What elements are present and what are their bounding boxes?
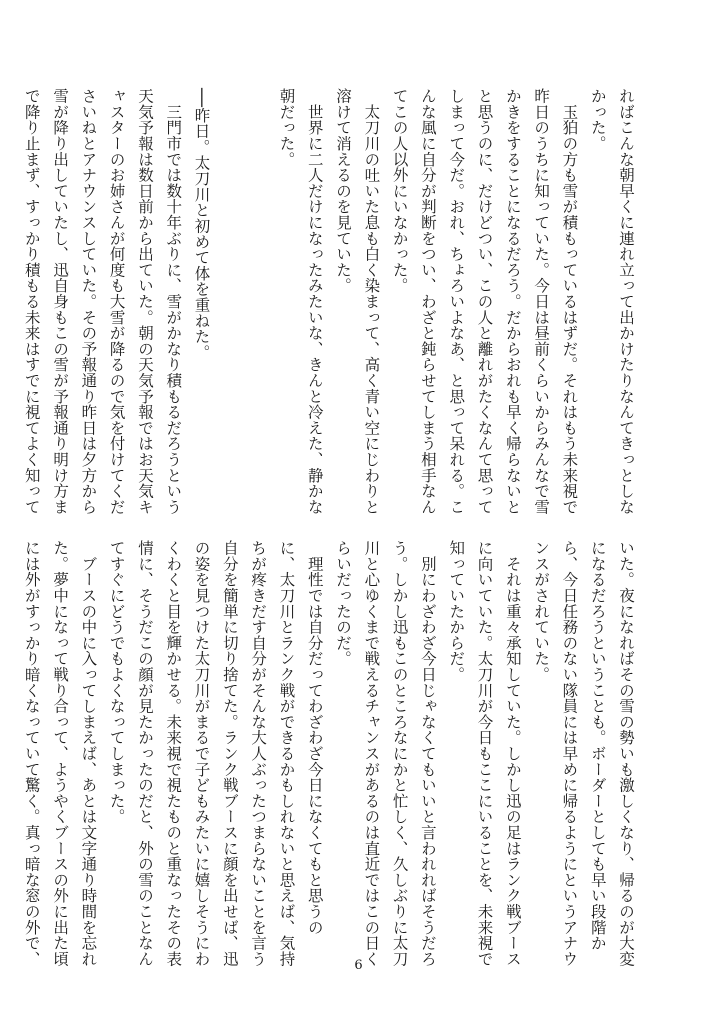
text-line: 情に、そうだこの顔が見たかったのだと、外の雪のことなん — [135, 540, 154, 967]
text-line: 理性では自分だってわざわざ今日になくてもと思うの — [305, 540, 324, 935]
text-block-bottom — [22, 540, 640, 967]
text-line: ればこんな朝早くに連れ立って出かけたりなんてきっとしな — [617, 88, 635, 515]
text-line: ンスがされていた。 — [532, 540, 551, 683]
text-line: になるだろうということも。ボーダーとしても早い段階か — [588, 540, 607, 951]
text-block-top — [22, 88, 640, 515]
text-line: 天気予報は数日前から出ていた。朝の天気予報ではお天気キ — [135, 88, 154, 515]
text-line: 太刀川の吐いた息も白く染まって、高く青い空にじわりと — [362, 88, 381, 515]
text-line: で降り止まず、すっかり積もる未来はすでに視てよく知って — [22, 88, 41, 515]
text-line: てこの人以外にいなかった。 — [390, 88, 409, 294]
text-line: と思うのに、だけどつい、この人と離れがたくなんて思って — [475, 88, 494, 515]
text-line: に、太刀川とランク戦ができるかもしれないと思えば、気持 — [277, 540, 296, 967]
text-line: 別にわざわざ今日じゃなくてもいいと言われればそうだろ — [418, 540, 437, 967]
text-line: ちが疼きだす自分がそんな大人ぶったつまらないことを言う — [249, 540, 268, 967]
text-line: 三門市では数十年ぶりに、雪がかなり積もるだろうという — [164, 88, 183, 515]
text-line: う。しかし迅もこのところなにかと忙しく、久しぶりに太刀 — [390, 540, 409, 967]
text-line: らいだったのだ。 — [334, 540, 353, 667]
text-line: には外がすっかり暗くなっていて驚く。真っ暗な窓の外で、 — [22, 540, 41, 967]
text-line: 自分を簡単に切り捨てた。ランク戦ブースに顔を出せば、迅 — [220, 540, 239, 967]
text-line: それは重々承知していた。しかし迅の足はランク戦ブース — [503, 540, 522, 967]
text-line: 溶けて消えるのを見ていた。 — [334, 88, 353, 294]
text-line: んな風に自分が判断をつい、わざと鈍らせてしまう相手なん — [418, 88, 437, 515]
text-line: かった。 — [588, 88, 607, 152]
text-line: ──昨日。太刀川と初めて体を重ねた。 — [192, 88, 211, 361]
text-line: さいねとアナウンスしていた。その予報通り昨日は夕方から — [79, 88, 98, 515]
page-number: 6 — [354, 958, 363, 973]
text-line: 知っていたからだ。 — [447, 540, 466, 683]
text-line — [216, 88, 244, 498]
text-line: た。夢中になって戦り合って、ようやくブースの外に出た頃 — [51, 540, 70, 967]
text-line: 玉狛の方も雪が積もっているはずだ。それはもう未来視で — [560, 88, 579, 515]
text-line — [244, 88, 272, 498]
text-line: 昨日のうちに知っていた。今日は昼前くらいからみんなで雪 — [532, 88, 551, 515]
text-line: ら、今日任務のない隊員には早めに帰るようにというアナウ — [560, 540, 579, 967]
text-line: の姿を見つけた太刀川がまるで子どもみたいに嬉しそうにわ — [192, 540, 211, 967]
text-line: ブースの中に入ってしまえば、あとは文字通り時間を忘れ — [79, 540, 98, 967]
text-line: くわくと目を輝かせる。未来視で視たものと重なったその表 — [164, 540, 183, 967]
text-line: いた。夜になればその雪の勢いも激しくなり、帰るのが大変 — [617, 540, 635, 967]
text-line: てすぐにどうでもよくなってしまった。 — [107, 540, 126, 825]
text-line: 川と心ゆくまで戦えるチャンスがあるのは直近ではこの日く — [362, 540, 381, 967]
text-line: に向いていた。太刀川が今日もここにいることを、未来視で — [475, 540, 494, 967]
text-line: かきをすることになるだろう。だからおれも早く帰らないと — [503, 88, 522, 515]
text-line: ャスターのお姉さんが何度も大雪が降るので気を付けてくだ — [107, 88, 126, 515]
text-line: 世界に二人だけになったみたいな、きんと冷えた、静かな — [305, 88, 324, 515]
text-line: 朝だった。 — [277, 88, 296, 167]
text-line: しまって今だ。おれ、ちょろいよなあ、と思って呆れる。こ — [447, 88, 466, 515]
text-line: 雪が降り出していたし、迅自身もこの雪が予報通り明け方ま — [51, 88, 70, 515]
